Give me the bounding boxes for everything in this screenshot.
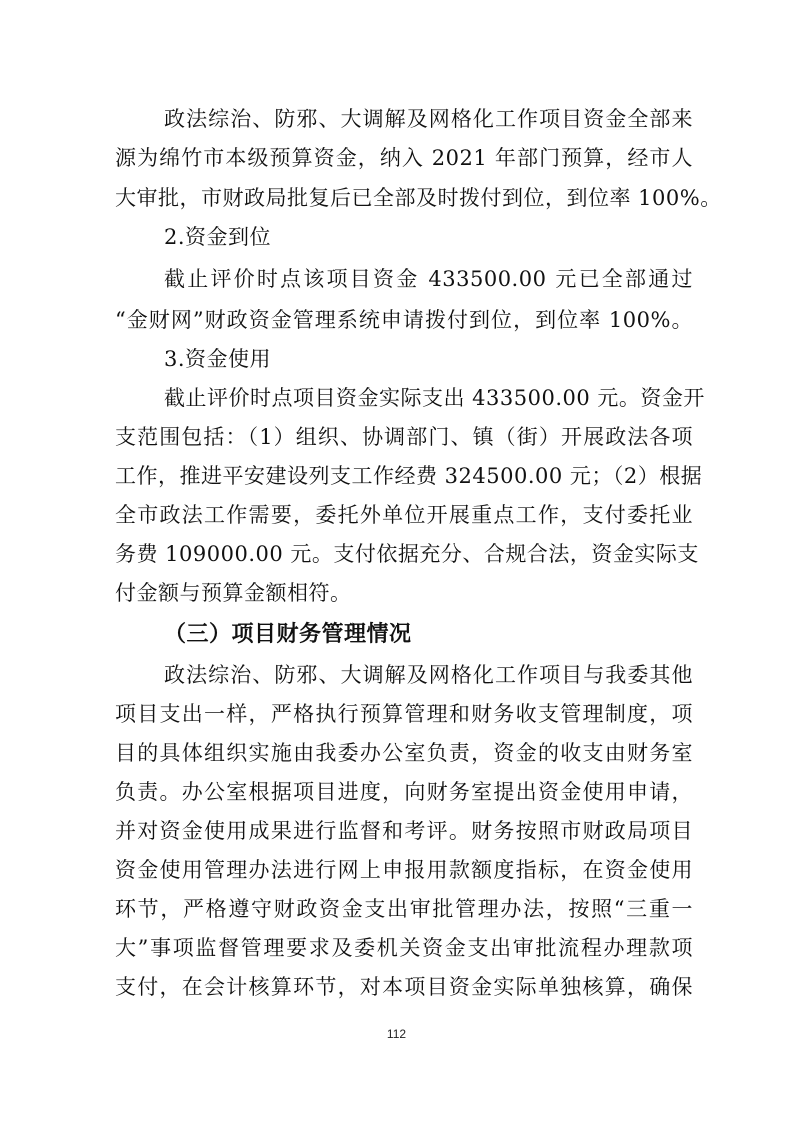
paragraph-line: 资金使用管理办法进行网上申报用款额度指标，在资金使用: [115, 858, 693, 882]
paragraph-line: 截止评价时点该项目资金 433500.00 元已全部通过: [164, 267, 693, 291]
page-number: 112: [386, 1027, 407, 1041]
paragraph-line: 大审批，市财政局批复后已全部及时拨付到位，到位率 100%。: [115, 186, 722, 210]
paragraph-line: 目的具体组织实施由我委办公室负责，资金的收支由财务室: [115, 741, 693, 765]
paragraph-line: 政法综治、防邪、大调解及网格化工作项目与我委其他: [164, 663, 693, 687]
paragraph-line: “金财网”财政资金管理系统申请拨付到位，到位率 100%。: [115, 308, 693, 332]
section-subheading: 2.资金到位: [164, 225, 272, 249]
paragraph-line: 负责。办公室根据项目进度，向财务室提出资金使用申请，: [115, 780, 693, 804]
paragraph-line: 源为绵竹市本级预算资金，纳入 2021 年部门预算，经市人: [115, 146, 693, 170]
paragraph-line: 项目支出一样，严格执行预算管理和财务收支管理制度，项: [115, 702, 693, 726]
paragraph-line: 付金额与预算金额相符。: [115, 581, 352, 605]
paragraph-line: 截止评价时点项目资金实际支出 433500.00 元。资金开: [164, 386, 705, 410]
paragraph-line: 并对资金使用成果进行监督和考评。财务按照市财政局项目: [115, 819, 693, 843]
paragraph-line: 工作，推进平安建设列支工作经费 324500.00 元；（2）根据: [115, 464, 703, 488]
paragraph-line: 政法综治、防邪、大调解及网格化工作项目资金全部来: [164, 107, 693, 131]
paragraph-line: 大”事项监督管理要求及委机关资金支出审批流程办理款项: [115, 936, 693, 960]
section-subheading: 3.资金使用: [164, 347, 272, 371]
paragraph-line: 全市政法工作需要，委托外单位开展重点工作，支付委托业: [115, 503, 693, 527]
paragraph-line: 务费 109000.00 元。支付依据充分、合规合法，资金实际支: [115, 542, 699, 566]
paragraph-line: 环节，严格遵守财政资金支出审批管理办法，按照“三重一: [115, 897, 693, 921]
paragraph-line: 支范围包括：（1）组织、协调部门、镇（街）开展政法各项: [115, 425, 693, 449]
section-heading: （三）项目财务管理情况: [164, 622, 412, 647]
paragraph-line: 支付，在会计核算环节，对本项目资金实际单独核算，确保: [115, 975, 693, 999]
